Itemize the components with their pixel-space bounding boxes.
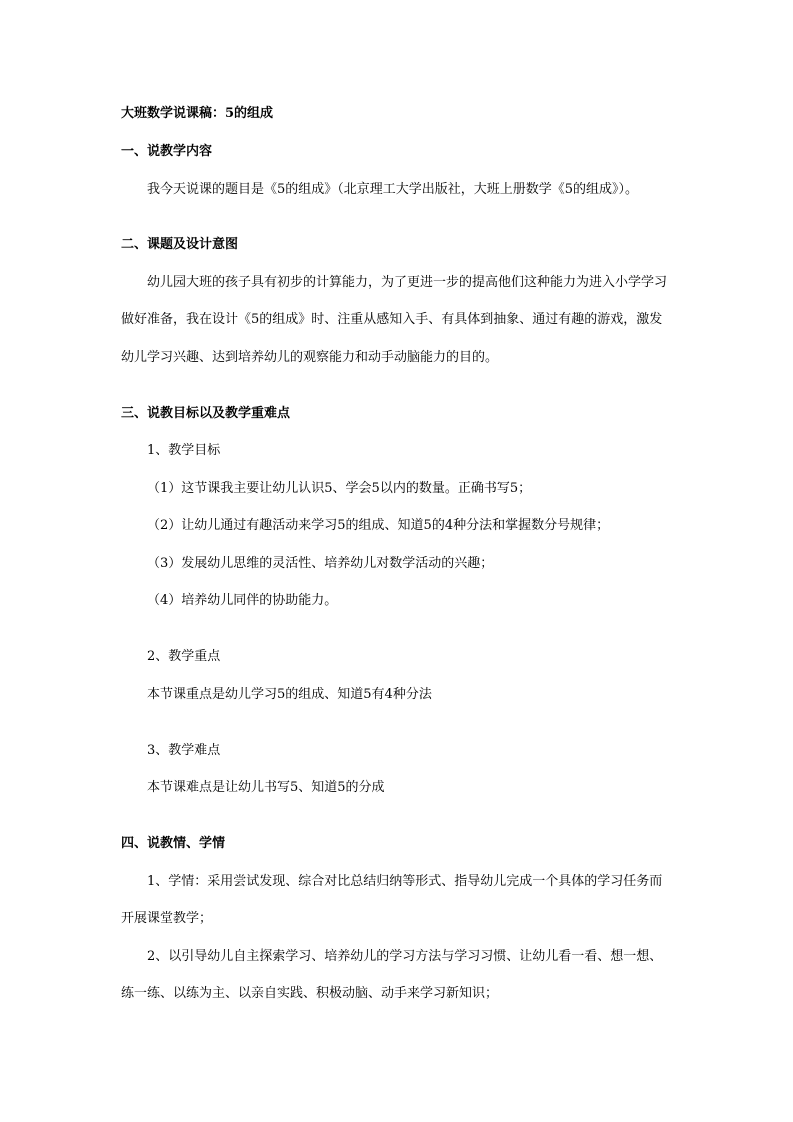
section-2-paragraph-line-1: 幼儿园大班的孩子具有初步的计算能力，为了更进一步的提高他们这种能力为进入小学学习 bbox=[147, 275, 668, 290]
section-4-item-1-line-2: 开展课堂教学； bbox=[121, 911, 213, 926]
section-2-heading: 二、课题及设计意图 bbox=[121, 237, 239, 252]
section-4-item-2-line-2: 练一练、以练为主、以亲自实践、积极动脑、动手来学习新知识； bbox=[121, 986, 499, 1001]
section-2-paragraph-line-2: 做好准备，我在设计《5的组成》时、注重从感知入手、有具体到抽象、通过有趣的游戏，激发 bbox=[121, 312, 663, 327]
document-title: 大班数学说课稿：5的组成 bbox=[121, 106, 274, 121]
section-4-item-2-line-1: 2、以引导幼儿自主探索学习、培养幼儿的学习方法与学习习惯、让幼儿看一看、想一想、 bbox=[147, 949, 663, 964]
teaching-goals-subheading: 1、教学目标 bbox=[147, 443, 221, 458]
key-points-subheading: 2、教学重点 bbox=[147, 649, 221, 664]
teaching-goal-1: （1）这节课我主要让幼儿认识5、学会5以内的数量。正确书写5； bbox=[147, 481, 532, 496]
difficult-points-subheading: 3、教学难点 bbox=[147, 743, 221, 758]
teaching-goal-2: （2）让幼儿通过有趣活动来学习5的组成、知道5的4种分法和掌握数分号规律； bbox=[147, 518, 610, 533]
section-1-heading: 一、说教学内容 bbox=[121, 144, 213, 159]
section-1-paragraph: 我今天说课的题目是《5的组成》（北京理工大学出版社，大班上册数学《5的组成》）。 bbox=[147, 182, 639, 197]
difficult-points-text: 本节课难点是让幼儿书写5、知道5的分成 bbox=[147, 780, 385, 795]
teaching-goal-4: （4）培养幼儿同伴的协助能力。 bbox=[147, 593, 338, 608]
teaching-goal-3: （3）发展幼儿思维的灵活性、培养幼儿对数学活动的兴趣； bbox=[147, 556, 494, 571]
section-4-item-1-line-1: 1、学情：采用尝试发现、综合对比总结归纳等形式、指导幼儿完成一个具体的学习任务而 bbox=[147, 874, 663, 889]
section-3-heading: 三、说教目标以及教学重难点 bbox=[121, 406, 291, 421]
section-2-paragraph-line-3: 幼儿学习兴趣、达到培养幼儿的观察能力和动手动脑能力的目的。 bbox=[121, 350, 499, 365]
section-4-heading: 四、说教情、学情 bbox=[121, 836, 226, 851]
key-points-text: 本节课重点是幼儿学习5的组成、知道5有4种分法 bbox=[147, 687, 432, 702]
